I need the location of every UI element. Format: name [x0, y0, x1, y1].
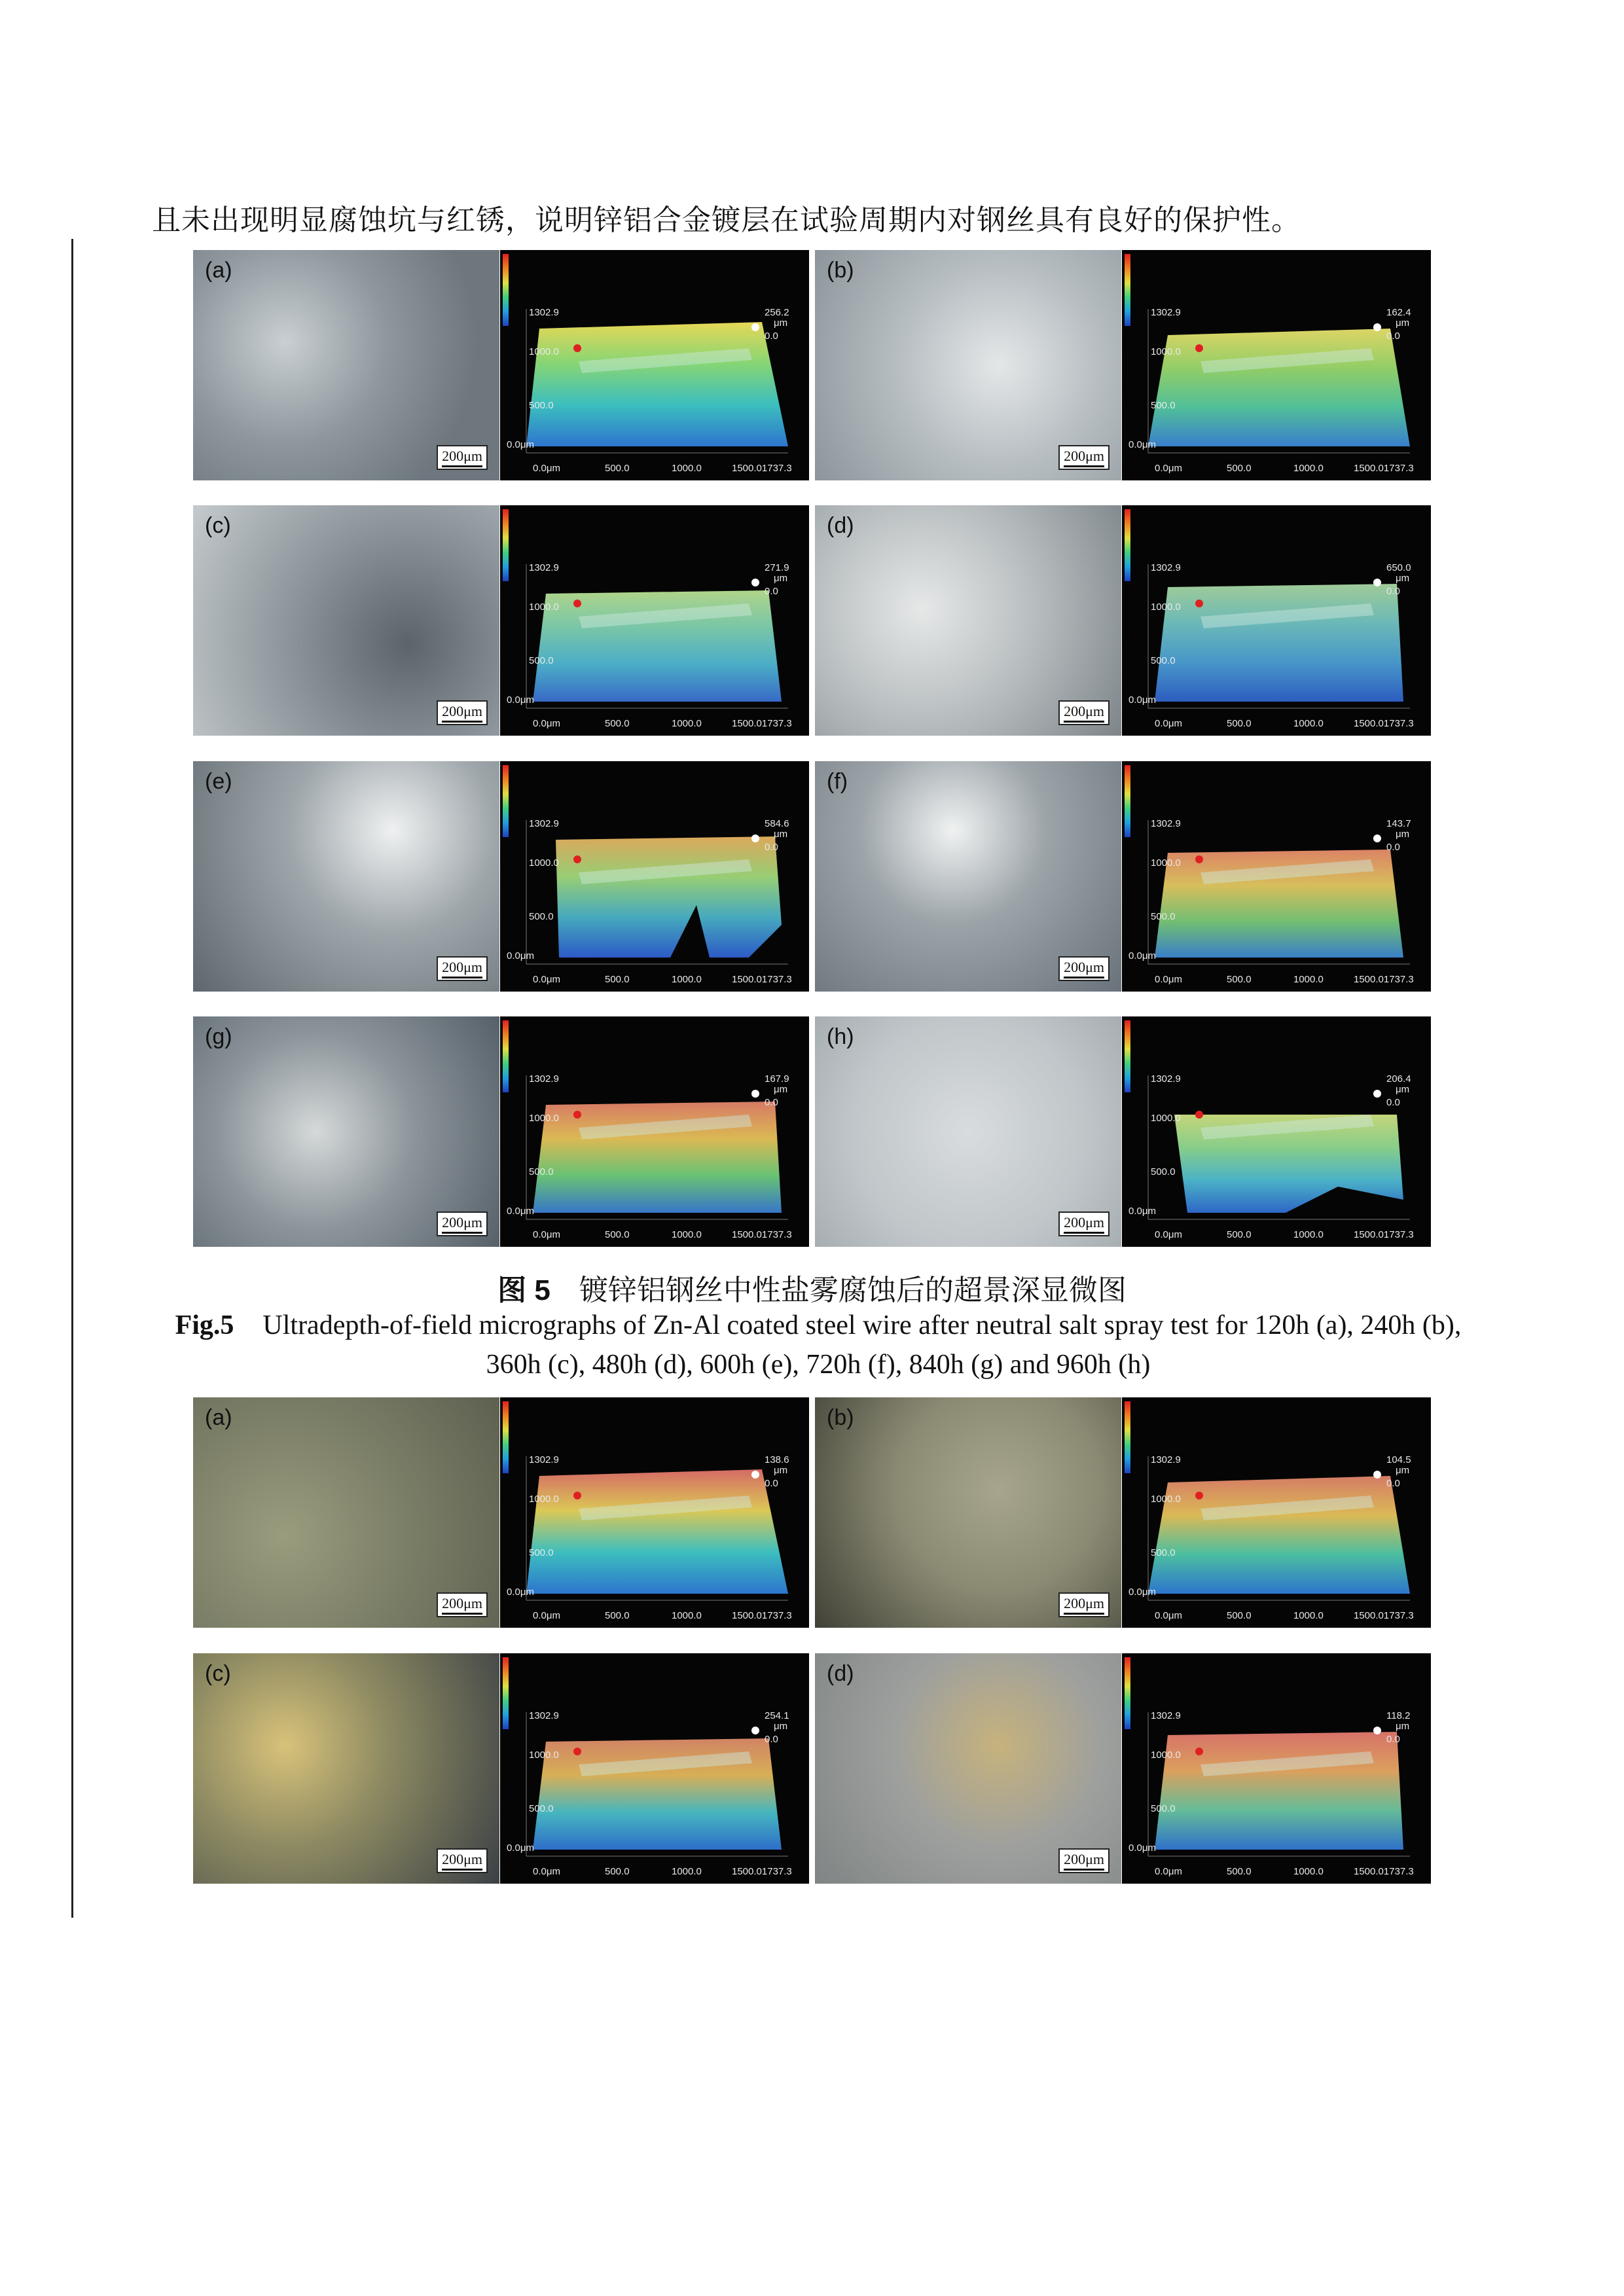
fig6-panel-a-surface [526, 1469, 788, 1594]
fig5-panel-c-z-label-zero: 0.0 [765, 586, 778, 597]
fig5-panel-e-label: (e) [205, 769, 232, 794]
fig5-panel-b-x-label-500: 500.0 [1227, 463, 1252, 474]
fig6-panel-d-x-label-end: 1500.01737.3 [1354, 1866, 1414, 1877]
fig6-panel-b-x-label-1000: 1000.0 [1293, 1610, 1324, 1621]
fig5-panel-b-surface [1148, 329, 1410, 446]
fig5-panel-g-y-label-mid: 1000.0 [529, 1113, 559, 1124]
fig5-panel-f-y-label-top: 1302.9 [1151, 818, 1181, 829]
fig5-panel-h-z-label-max: 206.4 [1386, 1073, 1411, 1085]
fig6-panel-b-marker-white [1373, 1471, 1381, 1479]
fig5-panel-d-surface [1155, 584, 1403, 702]
fig5-panel-c-colorbar [503, 509, 509, 581]
fig5-caption-en [167, 1306, 1470, 1384]
fig5-panel-a-y-label-low: 500.0 [529, 400, 554, 411]
fig6-panel-b-micrograph [815, 1397, 1121, 1628]
fig5-panel-g-z-label-max: 167.9 [765, 1073, 789, 1085]
fig5-panel-b-z-label-zero: 0.0 [1386, 331, 1400, 342]
fig5-caption-cn-text: 镀锌铝钢丝中性盐雾腐蚀后的超景深显微图 [579, 1274, 1127, 1307]
fig5-panel-a-surface [526, 322, 788, 446]
fig5-panel-b-x-label-end: 1500.01737.3 [1354, 463, 1414, 474]
fig5-panel-c-x-label-zero: 0.0μm [533, 718, 560, 729]
fig5-panel-e-z-label-unit: μm [774, 829, 788, 840]
fig5-panel-d-micrograph [815, 505, 1121, 736]
fig5-panel-f-x-label-zero: 0.0μm [1155, 974, 1182, 985]
fig5-panel-e-surface [556, 836, 782, 958]
fig5-panel-f-z-label-max: 143.7 [1386, 818, 1411, 829]
fig5-caption-en-text: Ultradepth-of-field micrographs of Zn-Al coated steel wire after neutral salt spray test for 120h (a), 240h (b), 360h (c), 480h (d), 600h (e), 720h (f), 840h (g) and 960h (h) [262, 1310, 1462, 1380]
fig5-panel-e-y-label-zero: 0.0μm [507, 950, 534, 961]
fig6-panel-a-marker-white [751, 1471, 759, 1479]
fig5-panel-c-marker-red [573, 600, 581, 607]
fig6-panel-d-y-label-low: 500.0 [1151, 1803, 1176, 1814]
fig5-panel-f-y-label-low: 500.0 [1151, 911, 1176, 922]
fig6-panel-d-scale-bar: 200μm [1058, 1848, 1110, 1873]
fig5-panel-d-y-label-zero: 0.0μm [1128, 694, 1156, 706]
fig5-panel-h-marker-white [1373, 1090, 1381, 1098]
fig5-panel-e-height-profile [500, 761, 809, 992]
fig6-panel-a-x-label-1000: 1000.0 [672, 1610, 702, 1621]
fig6-panel-a-scale-bar: 200μm [437, 1592, 488, 1617]
fig6-panel-b-z-label-zero: 0.0 [1386, 1478, 1400, 1489]
fig5-panel-f-scale-bar: 200μm [1058, 956, 1110, 981]
intro-paragraph: 且未出现明显腐蚀坑与红锈，说明锌铝合金镀层在试验周期内对钢丝具有良好的保护性。 [152, 204, 1301, 237]
fig5-panel-h-height-profile [1122, 1016, 1431, 1247]
fig6-panel-c-y-label-low: 500.0 [529, 1803, 554, 1814]
fig5-panel-h-marker-red [1195, 1111, 1203, 1119]
fig5-panel-h-micrograph [815, 1016, 1121, 1247]
fig5-panel-d-x-label-1000: 1000.0 [1293, 718, 1324, 729]
fig6-panel-c-marker-red [573, 1748, 581, 1755]
fig5-panel-a-x-label-500: 500.0 [605, 463, 630, 474]
fig6-panel-a-colorbar [503, 1401, 509, 1473]
fig6-panel-b-label: (b) [827, 1405, 854, 1430]
fig5-panel-b-z-label-unit: μm [1396, 317, 1410, 329]
fig5-panel-b-x-label-1000: 1000.0 [1293, 463, 1324, 474]
fig5-panel-a-y-label-mid: 1000.0 [529, 346, 559, 357]
fig5-panel-f-y-label-zero: 0.0μm [1128, 950, 1156, 961]
fig5-panel-g-y-label-zero: 0.0μm [507, 1206, 534, 1217]
fig5-panel-b-x-label-zero: 0.0μm [1155, 463, 1182, 474]
fig5-panel-h-label: (h) [827, 1024, 854, 1049]
fig5-panel-g-x-label-500: 500.0 [605, 1229, 630, 1240]
fig6-panel-b-x-label-zero: 0.0μm [1155, 1610, 1182, 1621]
fig5-panel-c-y-label-top: 1302.9 [529, 562, 559, 573]
fig5-panel-b-z-label-max: 162.4 [1386, 307, 1411, 318]
fig5-panel-e-y-label-mid: 1000.0 [529, 857, 559, 869]
fig6-panel-c-height-profile [500, 1653, 809, 1884]
fig5-panel-f-z-label-unit: μm [1396, 829, 1410, 840]
fig6-panel-c-x-label-1000: 1000.0 [672, 1866, 702, 1877]
fig5-panel-a-z-label-zero: 0.0 [765, 331, 778, 342]
fig6-panel-a-x-label-500: 500.0 [605, 1610, 630, 1621]
fig5-panel-a-z-label-max: 256.2 [765, 307, 789, 318]
fig5-panel-f-x-label-500: 500.0 [1227, 974, 1252, 985]
fig5-panel-b-label: (b) [827, 258, 854, 283]
fig5-panel-h-x-label-end: 1500.01737.3 [1354, 1229, 1414, 1240]
fig5-panel-c-marker-white [751, 579, 759, 586]
fig6-panel-c-y-label-top: 1302.9 [529, 1710, 559, 1721]
fig5-panel-d-colorbar [1125, 509, 1130, 581]
fig6-panel-b-y-label-zero: 0.0μm [1128, 1587, 1156, 1598]
fig5-panel-e-x-label-1000: 1000.0 [672, 974, 702, 985]
fig5-panel-g-colorbar [503, 1020, 509, 1092]
fig5-panel-c-height-profile [500, 505, 809, 736]
fig5-panel-d-y-label-mid: 1000.0 [1151, 601, 1181, 613]
fig5-panel-f-height-profile [1122, 761, 1431, 992]
fig6-panel-d-x-label-500: 500.0 [1227, 1866, 1252, 1877]
fig5-panel-a-y-label-top: 1302.9 [529, 307, 559, 318]
fig5-panel-g-x-label-1000: 1000.0 [672, 1229, 702, 1240]
fig6-panel-b-x-label-end: 1500.01737.3 [1354, 1610, 1414, 1621]
fig5-panel-h-y-label-top: 1302.9 [1151, 1073, 1181, 1085]
fig6-panel-c-marker-white [751, 1727, 759, 1734]
fig6-panel-c-x-label-500: 500.0 [605, 1866, 630, 1877]
fig6-panel-a-x-label-zero: 0.0μm [533, 1610, 560, 1621]
fig5-panel-c-y-label-zero: 0.0μm [507, 694, 534, 706]
fig6-panel-a-y-label-zero: 0.0μm [507, 1587, 534, 1598]
fig6-panel-d-y-label-mid: 1000.0 [1151, 1749, 1181, 1761]
fig6-panel-b-marker-red [1195, 1492, 1203, 1499]
fig6-panel-c-z-label-max: 254.1 [765, 1710, 789, 1721]
fig5-panel-g-marker-red [573, 1111, 581, 1119]
fig5-panel-g-x-label-end: 1500.01737.3 [732, 1229, 792, 1240]
fig5-panel-d-x-label-zero: 0.0μm [1155, 718, 1182, 729]
fig5-panel-h-x-label-500: 500.0 [1227, 1229, 1252, 1240]
fig5-panel-g-z-label-zero: 0.0 [765, 1097, 778, 1108]
fig5-panel-b-y-label-low: 500.0 [1151, 400, 1176, 411]
fig5-panel-b-micrograph [815, 250, 1121, 480]
fig5-panel-a-label: (a) [205, 258, 232, 283]
fig5-panel-e-z-label-max: 584.6 [765, 818, 789, 829]
fig6-panel-d-height-profile [1122, 1653, 1431, 1884]
fig5-caption-cn-label: 图 5 [497, 1274, 550, 1306]
fig5-panel-c-x-label-end: 1500.01737.3 [732, 718, 792, 729]
fig5-panel-f-x-label-end: 1500.01737.3 [1354, 974, 1414, 985]
fig5-panel-e-marker-red [573, 855, 581, 863]
fig5-panel-a-y-label-zero: 0.0μm [507, 439, 534, 450]
fig5-panel-c-y-label-mid: 1000.0 [529, 601, 559, 613]
fig6-panel-a-micrograph [193, 1397, 499, 1628]
fig6-panel-d-x-label-zero: 0.0μm [1155, 1866, 1182, 1877]
fig5-panel-h-scale-bar: 200μm [1058, 1211, 1110, 1236]
fig5-panel-b-y-label-top: 1302.9 [1151, 307, 1181, 318]
fig5-panel-c-scale-bar: 200μm [437, 700, 488, 725]
fig6-panel-a-label: (a) [205, 1405, 232, 1430]
fig5-panel-c-x-label-500: 500.0 [605, 718, 630, 729]
fig6-panel-d-z-label-unit: μm [1396, 1721, 1410, 1732]
fig5-panel-f-x-label-1000: 1000.0 [1293, 974, 1324, 985]
fig5-panel-d-label: (d) [827, 513, 854, 538]
fig6-panel-b-surface [1148, 1476, 1410, 1594]
fig5-panel-h-x-label-1000: 1000.0 [1293, 1229, 1324, 1240]
fig5-panel-d-marker-red [1195, 600, 1203, 607]
fig5-panel-a-x-label-1000: 1000.0 [672, 463, 702, 474]
fig5-panel-c-y-label-low: 500.0 [529, 655, 554, 666]
fig5-panel-g-x-label-zero: 0.0μm [533, 1229, 560, 1240]
fig6-panel-d-z-label-max: 118.2 [1386, 1710, 1411, 1721]
fig5-panel-g-y-label-top: 1302.9 [529, 1073, 559, 1085]
fig6-panel-d-marker-white [1373, 1727, 1381, 1734]
fig6-panel-d-y-label-top: 1302.9 [1151, 1710, 1181, 1721]
fig5-panel-g-marker-white [751, 1090, 759, 1098]
fig6-panel-c-colorbar [503, 1657, 509, 1729]
fig5-panel-d-z-label-unit: μm [1396, 573, 1410, 584]
fig6-panel-b-colorbar [1125, 1401, 1130, 1473]
fig5-panel-a-marker-white [751, 323, 759, 331]
fig5-panel-b-marker-white [1373, 323, 1381, 331]
fig5-panel-b-scale-bar: 200μm [1058, 445, 1110, 470]
fig5-panel-a-colorbar [503, 254, 509, 326]
fig5-panel-e-marker-white [751, 834, 759, 842]
fig5-panel-e-colorbar [503, 765, 509, 837]
fig5-panel-h-y-label-low: 500.0 [1151, 1166, 1176, 1177]
fig6-panel-b-height-profile [1122, 1397, 1431, 1628]
fig6-panel-c-micrograph [193, 1653, 499, 1884]
fig5-panel-a-marker-red [573, 344, 581, 352]
fig5-panel-d-scale-bar: 200μm [1058, 700, 1110, 725]
fig6-panel-d-label: (d) [827, 1661, 854, 1686]
fig6-panel-b-z-label-unit: μm [1396, 1465, 1410, 1476]
fig5-panel-a-x-label-end: 1500.01737.3 [732, 463, 792, 474]
fig6-panel-d-surface [1155, 1732, 1403, 1850]
fig5-panel-h-z-label-unit: μm [1396, 1084, 1410, 1095]
fig5-panel-h-z-label-zero: 0.0 [1386, 1097, 1400, 1108]
fig5-panel-c-label: (c) [205, 513, 231, 538]
fig5-panel-f-marker-white [1373, 834, 1381, 842]
fig5-panel-d-y-label-low: 500.0 [1151, 655, 1176, 666]
fig5-caption-en-label: Fig.5 [175, 1310, 234, 1340]
fig5-panel-e-y-label-low: 500.0 [529, 911, 554, 922]
fig6-panel-d-micrograph [815, 1653, 1121, 1884]
fig5-panel-g-label: (g) [205, 1024, 232, 1049]
fig5-panel-g-y-label-low: 500.0 [529, 1166, 554, 1177]
fig6-panel-b-z-label-max: 104.5 [1386, 1454, 1411, 1465]
fig6-panel-b-y-label-mid: 1000.0 [1151, 1494, 1181, 1505]
fig5-panel-e-z-label-zero: 0.0 [765, 842, 778, 853]
fig5-panel-g-micrograph [193, 1016, 499, 1247]
fig5-panel-e-micrograph [193, 761, 499, 992]
fig5-panel-e-x-label-zero: 0.0μm [533, 974, 560, 985]
fig6-panel-c-y-label-mid: 1000.0 [529, 1749, 559, 1761]
fig5-panel-f-marker-red [1195, 855, 1203, 863]
fig5-panel-h-y-label-mid: 1000.0 [1151, 1113, 1181, 1124]
fig5-panel-f-z-label-zero: 0.0 [1386, 842, 1400, 853]
fig6-panel-b-scale-bar: 200μm [1058, 1592, 1110, 1617]
fig5-panel-d-y-label-top: 1302.9 [1151, 562, 1181, 573]
fig6-panel-a-x-label-end: 1500.01737.3 [732, 1610, 792, 1621]
fig5-panel-c-z-label-unit: μm [774, 573, 788, 584]
fig5-panel-b-height-profile [1122, 250, 1431, 480]
fig6-panel-a-marker-red [573, 1492, 581, 1499]
fig6-panel-d-marker-red [1195, 1748, 1203, 1755]
fig5-panel-h-colorbar [1125, 1020, 1130, 1092]
fig5-panel-c-micrograph [193, 505, 499, 736]
fig5-panel-g-scale-bar: 200μm [437, 1211, 488, 1236]
fig5-panel-c-z-label-max: 271.9 [765, 562, 789, 573]
fig5-panel-d-marker-white [1373, 579, 1381, 586]
fig6-panel-c-x-label-zero: 0.0μm [533, 1866, 560, 1877]
fig6-panel-c-scale-bar: 200μm [437, 1848, 488, 1873]
fig6-panel-d-x-label-1000: 1000.0 [1293, 1866, 1324, 1877]
fig5-panel-f-label: (f) [827, 769, 848, 794]
fig6-panel-c-z-label-unit: μm [774, 1721, 788, 1732]
margin-line [71, 239, 73, 1918]
fig5-panel-d-z-label-zero: 0.0 [1386, 586, 1400, 597]
fig5-panel-b-marker-red [1195, 344, 1203, 352]
fig6-panel-a-z-label-max: 138.6 [765, 1454, 789, 1465]
fig6-panel-a-height-profile [500, 1397, 809, 1628]
fig5-panel-g-z-label-unit: μm [774, 1084, 788, 1095]
fig5-panel-e-y-label-top: 1302.9 [529, 818, 559, 829]
fig5-panel-f-y-label-mid: 1000.0 [1151, 857, 1181, 869]
fig5-panel-d-z-label-max: 650.0 [1386, 562, 1411, 573]
fig6-panel-d-colorbar [1125, 1657, 1130, 1729]
fig5-panel-e-x-label-end: 1500.01737.3 [732, 974, 792, 985]
fig6-panel-b-x-label-500: 500.0 [1227, 1610, 1252, 1621]
fig6-panel-c-y-label-zero: 0.0μm [507, 1842, 534, 1854]
fig5-panel-a-height-profile [500, 250, 809, 480]
fig6-panel-a-z-label-unit: μm [774, 1465, 788, 1476]
fig6-panel-a-y-label-low: 500.0 [529, 1547, 554, 1558]
fig5-panel-b-y-label-mid: 1000.0 [1151, 346, 1181, 357]
fig5-panel-a-z-label-unit: μm [774, 317, 788, 329]
fig6-panel-c-label: (c) [205, 1661, 231, 1686]
fig5-panel-b-colorbar [1125, 254, 1130, 326]
fig5-panel-b-y-label-zero: 0.0μm [1128, 439, 1156, 450]
fig6-panel-a-y-label-top: 1302.9 [529, 1454, 559, 1465]
fig5-panel-a-scale-bar: 200μm [437, 445, 488, 470]
fig5-panel-h-x-label-zero: 0.0μm [1155, 1229, 1182, 1240]
fig5-panel-e-x-label-500: 500.0 [605, 974, 630, 985]
fig6-panel-a-z-label-zero: 0.0 [765, 1478, 778, 1489]
fig5-panel-c-x-label-1000: 1000.0 [672, 718, 702, 729]
fig6-panel-b-y-label-low: 500.0 [1151, 1547, 1176, 1558]
fig5-panel-e-scale-bar: 200μm [437, 956, 488, 981]
fig5-panel-d-x-label-500: 500.0 [1227, 718, 1252, 729]
fig5-panel-a-micrograph [193, 250, 499, 480]
fig6-panel-c-z-label-zero: 0.0 [765, 1734, 778, 1745]
fig6-panel-d-y-label-zero: 0.0μm [1128, 1842, 1156, 1854]
fig6-panel-a-y-label-mid: 1000.0 [529, 1494, 559, 1505]
fig5-caption-cn [0, 1266, 1624, 1308]
fig6-panel-d-z-label-zero: 0.0 [1386, 1734, 1400, 1745]
fig5-panel-g-height-profile [500, 1016, 809, 1247]
fig6-panel-b-y-label-top: 1302.9 [1151, 1454, 1181, 1465]
fig5-panel-d-x-label-end: 1500.01737.3 [1354, 718, 1414, 729]
fig5-panel-h-y-label-zero: 0.0μm [1128, 1206, 1156, 1217]
fig5-panel-f-micrograph [815, 761, 1121, 992]
fig6-panel-c-x-label-end: 1500.01737.3 [732, 1866, 792, 1877]
fig5-panel-a-x-label-zero: 0.0μm [533, 463, 560, 474]
fig5-panel-d-height-profile [1122, 505, 1431, 736]
fig5-panel-f-colorbar [1125, 765, 1130, 837]
